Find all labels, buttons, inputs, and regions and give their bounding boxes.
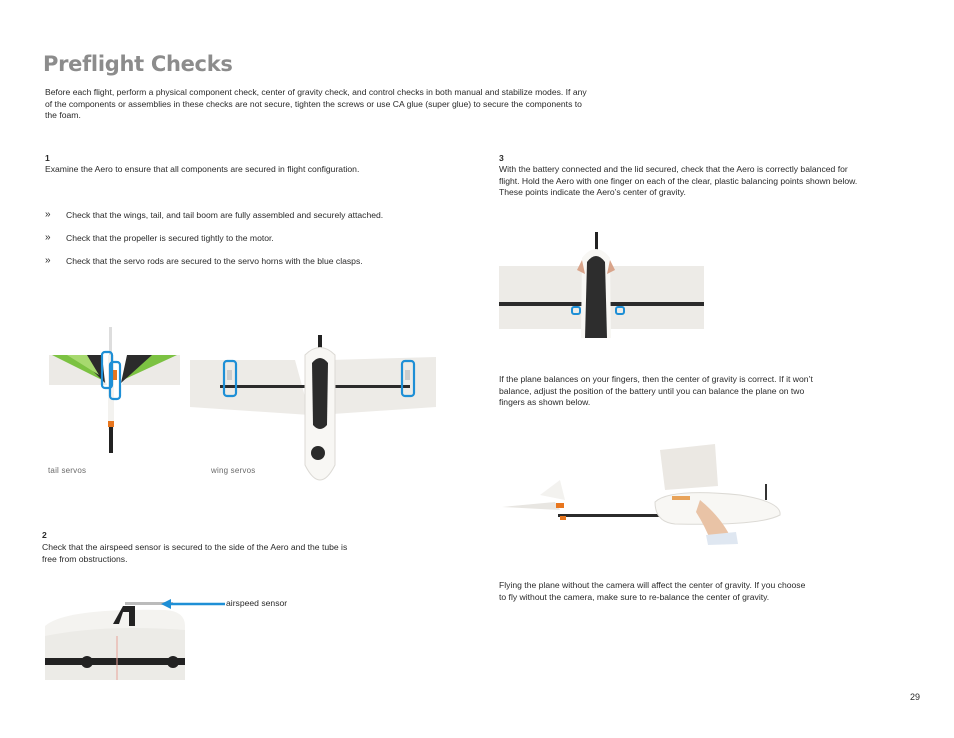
wing-servos-caption: wing servos: [211, 466, 256, 475]
airspeed-sensor-label: airspeed sensor: [226, 598, 288, 608]
step-1-text: Examine the Aero to ensure that all components are secured in flight configuration.: [45, 164, 360, 174]
camera-paragraph: Flying the plane without the camera will affect the center of gravity. If you choose to fly without the camera, make sure to re-balance the center of gravity.: [499, 580, 806, 602]
step-1-bullet: [45, 233, 274, 243]
step-2-text: Check that the airspeed sensor is secured to the side of the Aero and the tube is free from obstructions.: [42, 542, 348, 564]
bullet-mark: »: [45, 209, 51, 220]
tail-servos-photo: [47, 325, 182, 455]
page-number: 29: [910, 692, 921, 702]
page-title: Preflight Checks: [43, 52, 233, 76]
tail-servos-caption: tail servos: [48, 466, 87, 475]
intro-paragraph: Before each flight, perform a physical component check, center of gravity check, and control checks in both manual and stabilize modes. If any of the components or assemblies in these checks are not secure, tighten the screws or use CA glue (super glue) to secure the components to the foam.: [45, 87, 587, 121]
bullet-text: Check that the propeller is secured tightly to the motor.: [66, 233, 274, 243]
step-3-number: 3: [499, 153, 504, 163]
bullet-mark: »: [45, 255, 51, 266]
step-1-bullet: [45, 210, 383, 220]
bullet-text: Check that the servo rods are secured to the servo horns with the blue clasps.: [66, 256, 363, 266]
bullet-mark: »: [45, 232, 51, 243]
step-1-number: 1: [45, 153, 50, 163]
step-1-bullet: [45, 256, 363, 266]
step-2-number: 2: [42, 530, 47, 540]
bullet-text: Check that the wings, tail, and tail boom are fully assembled and securely attached.: [66, 210, 384, 220]
balancing-plane-photo: [500, 440, 784, 545]
balance-paragraph: If the plane balances on your fingers, then the center of gravity is correct. If it won’t balance, adjust the position of the battery until you can balance the plane on two fingers as shown below.: [499, 374, 813, 408]
step-3-text: With the battery connected and the lid secured, check that the Aero is correctly balanced for flight. Hold the Aero with one finger on each of the clear, plastic balancing points shown below. These points indicate the Aero’s center of gravity.: [499, 164, 858, 198]
balance-points-photo: [499, 230, 704, 338]
